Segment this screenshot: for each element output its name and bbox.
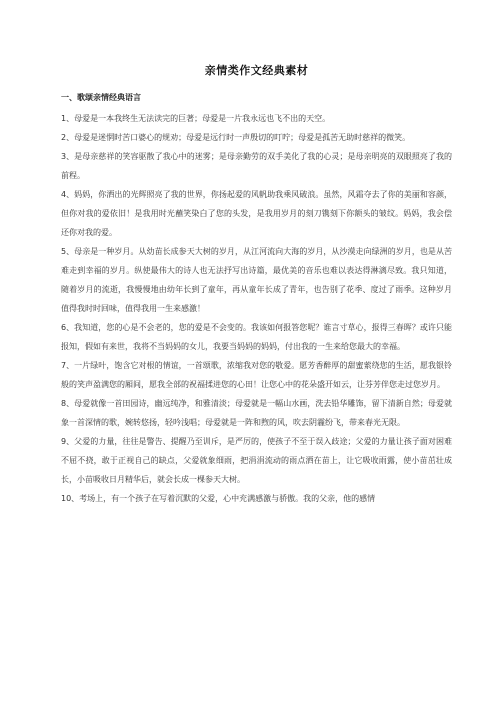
section-heading: 一、歌颂亲情经典语言 (61, 93, 141, 102)
paragraph-9: 9、父爱的力量，往往是警告、提醒乃至训斥，是严厉的，使孩子不至于误入歧途；父爱的力量让孩子面对困难不屈不挠，敢于正视自己的缺点，父爱就象细雨，把涓涓流动的雨点洒在苗上，让它吸收雨露，使小苗茁壮成长，小苗吸收日月精华后，就会长成一棵参天大树。 (61, 437, 452, 484)
document-title: 亲情类作文经典素材 (204, 64, 309, 77)
paragraph-2: 2、母爱是迷惘时苦口婆心的规劝；母爱是远行时一声殷切的叮咛；母爱是孤苦无助时慈祥的微笑。 (61, 133, 411, 142)
paragraph-3: 3、是母亲慈祥的笑容驱散了我心中的迷雾；是母亲勤劳的双手美化了我的心灵；是母亲明亮的双眼照亮了我的前程。 (61, 152, 452, 180)
paragraph-6: 6、我知道，您的心是不会老的，您的爱是不会变的。我该如何报答您呢？谁言寸草心，报得三春晖？或许只能报知，假如有来世，我将不当妈妈的女儿，我要当妈妈的妈妈，付出我的一生来给您最大的幸福。 (61, 323, 452, 351)
paragraph-1: 1、母爱是一本我终生无法读完的巨著；母爱是一片我永远也飞不出的天空。 (61, 114, 331, 123)
paragraph-10: 10、考场上，有一个孩子在写着沉默的父爱，心中充满感激与骄傲。我的父亲，他的感情 (61, 494, 376, 503)
paragraph-8: 8、母爱就像一首田园诗，幽远纯净，和雅清淡；母爱就是一幅山水画，洗去铅华雕饰，留下清新自然；母爱就象一首深情的歌，婉转悠扬，轻吟浅唱；母爱就是一阵和煦的风，吹去阴霾纷飞，带来春光无限。 (61, 399, 452, 427)
paragraph-5: 5、母亲是一种岁月。从幼苗长成参天大树的岁月，从江河流向大海的岁月，从沙漠走向绿洲的岁月，也是从苦难走到幸福的岁月。纵使最伟大的诗人也无法抒写出诗篇，最优美的音乐也难以表达得淋漓尽致。我只知道，随着岁月的流逝，我慢慢地由幼年长到了童年，再从童年长成了青年，也告别了花季、度过了雨季。这种岁月值得我时时回味，值得我用一生来感激！ (61, 247, 452, 313)
paragraph-4: 4、妈妈，你洒出的光辉照亮了我的世界，你扬起爱的风帆助我乘风破浪。虽然，风霜夺去了你的美丽和容颜，但你对我的爱依旧！是我用时光蘸笑染白了您的头发，是我用岁月的刻刀镌刻下你额头的皱纹。妈妈，我会偿还你对我的爱。 (61, 190, 452, 237)
paragraph-7: 7、一片绿叶，饱含它对根的情谊，一首颂歌，浓缩我对您的敬爱。愿芳香醉厚的甜蜜萦绕您的生活，愿我银铃般的笑声盈满您的厢间，愿我全部的祝福揉进您的心田！让您心中的花朵盛开如云，让芬芳伴您走过您岁月。 (61, 361, 452, 389)
